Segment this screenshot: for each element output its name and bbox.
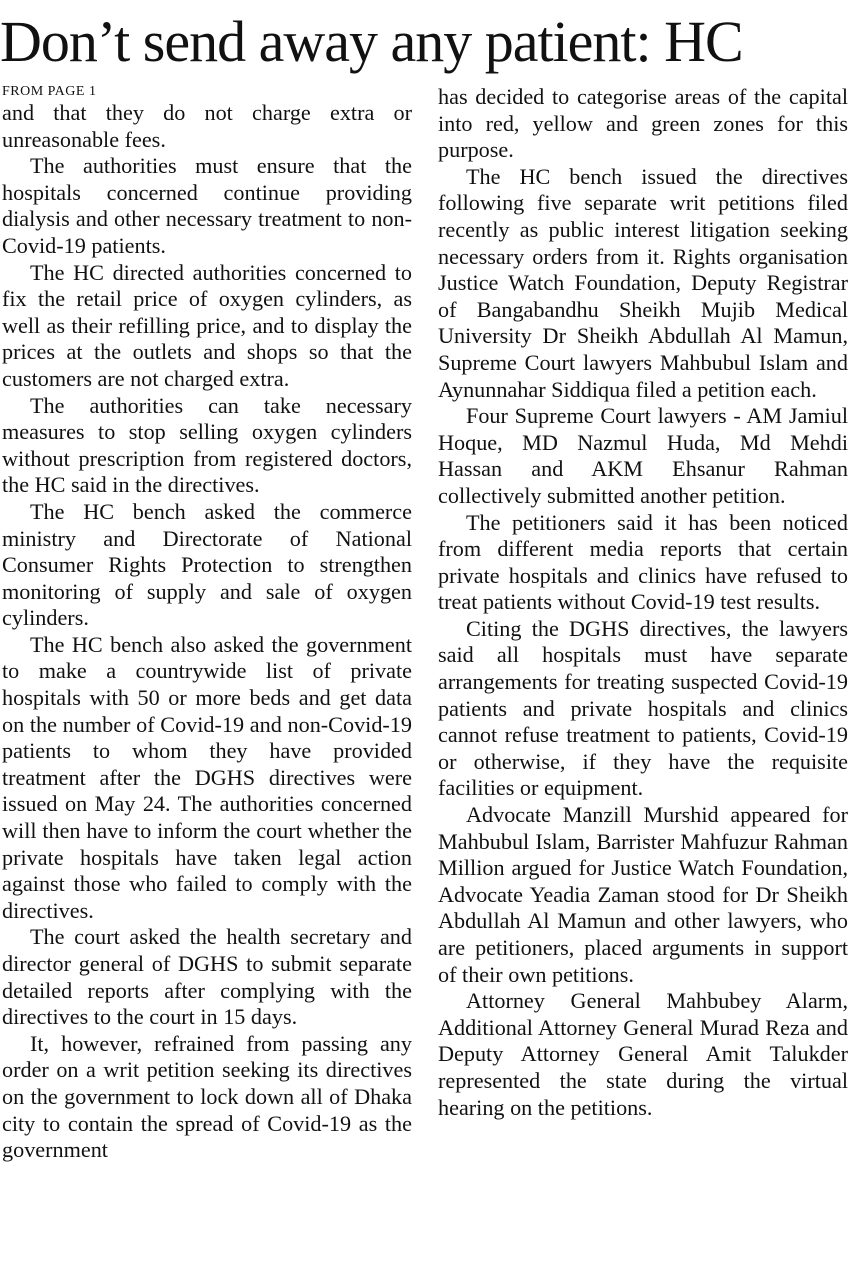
right-column — [438, 84, 848, 1121]
continuation-kicker: FROM PAGE 1 — [2, 84, 97, 99]
paragraph: The HC directed authorities concerned to fix the retail price of oxygen cylinders, as well as their refilling price, and to display the prices at the outlets and shops so that the customers are not charged extra. — [2, 259, 412, 391]
paragraph: Advocate Manzill Murshid appeared for Mahbubul Islam, Barrister Mahfuzur Rahman Million argued for Justice Watch Foundation, Advocate Yeadia Zaman stood for Dr Sheikh Abdullah Al Mamun and other lawyers, who are petitioners, placed arguments in support of their own petitions. — [438, 802, 848, 987]
paragraph: The authorities must ensure that the hospitals concerned continue providing dialysis and other necessary treatment to non-Covid-19 patients. — [2, 153, 412, 258]
paragraph: and that they do not charge extra or unreasonable fees. — [2, 100, 412, 152]
paragraph: The HC bench also asked the government to make a countrywide list of private hospitals with 50 or more beds and get data on the number of Covid-19 and non-Covid-19 patients to whom they have provided treatment after the DGHS directives were issued on May 24. The authorities concerned will then have to inform the court whether the private hospitals have taken legal action against those who failed to comply with the directives. — [2, 631, 412, 923]
paragraph: The authorities can take necessary measures to stop selling oxygen cylinders without prescription from registered doctors, the HC said in the directives. — [2, 392, 412, 498]
paragraph: has decided to categorise areas of the capital into red, yellow and green zones for this purpose. — [438, 84, 848, 163]
paragraph: The petitioners said it has been noticed from different media reports that certain private hospitals and clinics have refused to treat patients without Covid-19 test results. — [438, 509, 848, 615]
left-column — [2, 84, 412, 1164]
paragraph: Citing the DGHS directives, the lawyers said all hospitals must have separate arrangements for treating suspected Covid-19 patients and private hospitals and clinics cannot refuse treatment to patients, Covid-19 or otherwise, if they have the requisite facilities or equipment. — [438, 615, 848, 801]
paragraph: Four Supreme Court lawyers - AM Jamiul Hoque, MD Nazmul Huda, Md Mehdi Hassan and AKM Ehsanur Rahman collectively submitted another petition. — [438, 403, 848, 508]
paragraph: The HC bench issued the directives following five separate writ petitions filed recently as public interest litigation seeking necessary orders from it. Rights organisation Justice Watch Foundation, Deputy Registrar of Bangabandhu Sheikh Mujib Medical University Dr Sheikh Abdullah Al Mamun, Supreme Court lawyers Mahbubul Islam and Aynunnahar Siddiqua filed a petition each. — [438, 163, 848, 402]
paragraph: Attorney General Mahbubey Alarm, Additional Attorney General Murad Reza and Deputy Attorney General Amit Talukder represented the state during the virtual hearing on the petitions. — [438, 988, 848, 1120]
paragraph: The HC bench asked the commerce ministry and Directorate of National Consumer Rights Protection to strengthen monitoring of supply and sale of oxygen cylinders. — [2, 498, 412, 631]
paragraph: The court asked the health secretary and director general of DGHS to submit separate detailed reports after complying with the directives to the court in 15 days. — [2, 924, 412, 1030]
headline: Don’t send away any patient: HC — [0, 9, 743, 74]
paragraph: It, however, refrained from passing any order on a writ petition seeking its directives on the government to lock down all of Dhaka city to contain the spread of Covid-19 as the government — [2, 1030, 412, 1163]
